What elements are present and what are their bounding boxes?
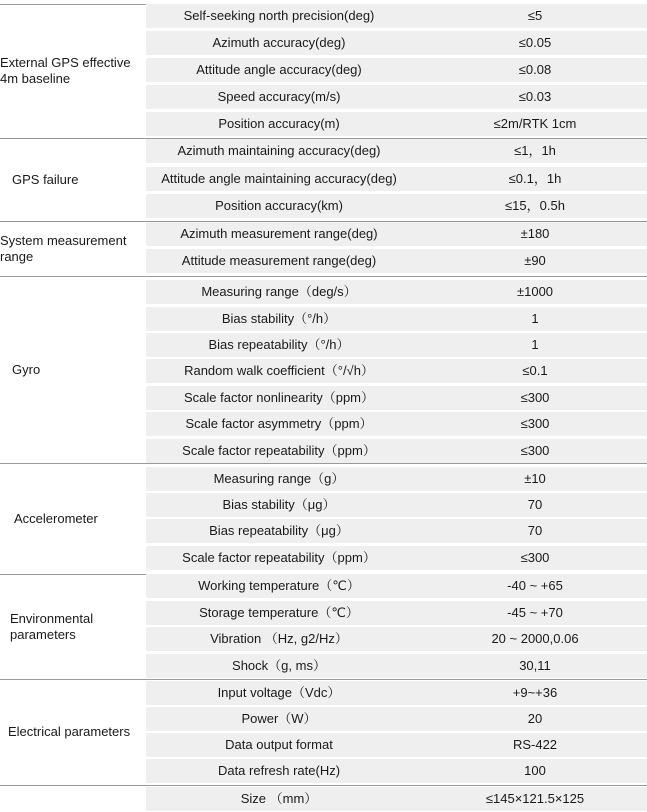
spec-row — [146, 733, 647, 757]
param-value: ±10 — [524, 471, 546, 486]
spec-row — [146, 707, 647, 731]
spec-group — [0, 221, 647, 276]
spec-group — [0, 138, 647, 221]
param-value: RS-422 — [512, 737, 558, 752]
param-name: Azimuth accuracy(deg) — [212, 35, 346, 50]
param-name: Storage temperature（℃） — [199, 605, 359, 620]
param-value: 70 — [527, 523, 543, 538]
param-name: Bias stability（°/h） — [221, 311, 337, 326]
param-value: ≤300 — [520, 443, 550, 458]
spec-group — [0, 574, 647, 679]
spec-group — [0, 463, 647, 574]
param-value: ≤5 — [527, 8, 543, 23]
param-value: 100 — [524, 763, 546, 778]
group-label-text: GPS failure — [12, 171, 79, 187]
group-label-text: Accelerometer — [14, 510, 98, 526]
spec-row — [146, 601, 647, 625]
param-value: 1 — [531, 311, 539, 326]
spec-row — [146, 546, 647, 570]
param-value: ≤300 — [520, 416, 550, 431]
spec-group — [0, 785, 647, 812]
param-value: ≤145×121.5×125 — [485, 791, 585, 806]
spec-row — [146, 681, 647, 705]
param-value: 20 ~ 2000,0.06 — [491, 631, 579, 646]
param-value: -40 ~ +65 — [507, 578, 563, 593]
group-label — [0, 574, 144, 679]
spec-row — [146, 493, 647, 517]
spec-row — [146, 58, 647, 82]
spec-row — [146, 654, 647, 678]
param-value: 30,11 — [519, 658, 551, 673]
spec-group — [0, 679, 647, 785]
spec-row — [146, 280, 647, 304]
group-label-text: Environmental parameters — [10, 610, 94, 642]
param-name: Speed accuracy(m/s) — [217, 89, 341, 104]
spec-row — [146, 249, 647, 273]
param-name: Power（W） — [241, 711, 317, 726]
param-value: ≤15，0.5h — [505, 198, 565, 213]
spec-group — [0, 4, 647, 138]
spec-row — [146, 333, 647, 357]
param-name: Bias repeatability（°/h） — [208, 337, 350, 352]
spec-row — [146, 222, 647, 246]
param-value: 1 — [531, 337, 539, 352]
param-name: Input voltage（Vdc） — [217, 685, 341, 700]
spec-row — [146, 139, 647, 163]
param-name: Data refresh rate(Hz) — [217, 763, 341, 778]
spec-row — [146, 4, 647, 28]
spec-row — [146, 359, 647, 383]
param-name: Position accuracy(m) — [218, 116, 340, 131]
param-name: Azimuth measurement range(deg) — [180, 226, 378, 241]
param-value: ≤2m/RTK 1cm — [493, 116, 577, 131]
group-label — [0, 785, 144, 812]
param-value: -45 ~ +70 — [507, 605, 563, 620]
spec-row — [146, 439, 647, 463]
param-name: Position accuracy(km) — [215, 198, 343, 213]
param-name: Measuring range（g） — [213, 471, 345, 486]
param-value: +9~+36 — [512, 685, 558, 700]
param-name: Attitude measurement range(deg) — [181, 253, 377, 268]
param-name: Attitude angle accuracy(deg) — [196, 62, 362, 77]
group-label-text: System measurement range — [0, 232, 127, 264]
spec-row — [146, 31, 647, 55]
param-name: Self-seeking north precision(deg) — [183, 8, 375, 23]
spec-row — [146, 194, 647, 218]
param-name: Working temperature（℃） — [198, 578, 360, 593]
param-value: 20 — [527, 711, 543, 726]
spec-row — [146, 167, 647, 191]
spec-row — [146, 307, 647, 331]
param-name: Attitude angle maintaining accuracy(deg) — [161, 171, 397, 186]
group-label-text: Gyro — [12, 361, 41, 377]
group-label — [0, 138, 144, 221]
param-name: Scale factor asymmetry（ppm） — [185, 416, 373, 431]
param-value: ±90 — [524, 253, 546, 268]
param-name: Scale factor nonlinearity（ppm） — [183, 390, 375, 405]
param-value: ≤0.03 — [518, 89, 552, 104]
param-name: Scale factor repeatability（ppm） — [182, 443, 376, 458]
param-value: ±1000 — [516, 284, 554, 299]
spec-row — [146, 112, 647, 136]
group-label — [0, 463, 144, 574]
param-name: Size （mm） — [240, 791, 318, 806]
param-name: Data output format — [225, 737, 333, 752]
param-value: ≤0.1，1h — [508, 171, 562, 186]
spec-row — [146, 386, 647, 410]
spec-row — [146, 759, 647, 783]
group-label — [0, 221, 144, 276]
spec-row — [146, 85, 647, 109]
param-value: 70 — [527, 497, 543, 512]
param-value: ≤0.05 — [518, 35, 552, 50]
param-name: Bias repeatability（μg） — [209, 523, 349, 538]
group-label — [0, 4, 144, 138]
param-name: Azimuth maintaining accuracy(deg) — [177, 143, 381, 158]
param-value: ≤0.08 — [518, 62, 552, 77]
param-name: Scale factor repeatability（ppm） — [182, 550, 376, 565]
param-value: ≤1，1h — [514, 143, 556, 158]
param-name: Bias stability（μg） — [222, 497, 336, 512]
spec-row — [146, 467, 647, 491]
param-name: Measuring range（deg/s） — [201, 284, 357, 299]
group-label-text: External GPS effective 4m baseline — [0, 55, 131, 86]
spec-row — [146, 574, 647, 598]
spec-row — [146, 519, 647, 543]
group-label-text: Electrical parameters — [8, 724, 131, 739]
param-value: ≤300 — [520, 390, 550, 405]
spec-row — [146, 412, 647, 436]
spec-group — [0, 276, 647, 463]
param-name: Shock（g, ms） — [232, 658, 326, 673]
spec-row — [146, 627, 647, 651]
group-label — [0, 679, 144, 785]
param-name: Vibration （Hz, g2/Hz） — [210, 631, 348, 646]
group-label — [0, 276, 144, 463]
spec-row — [146, 787, 647, 811]
param-value: ≤300 — [520, 550, 550, 565]
param-value: ±180 — [520, 226, 550, 241]
param-value: ≤0.1 — [522, 363, 548, 378]
param-name: Random walk coefficient（°/√h） — [184, 363, 374, 378]
